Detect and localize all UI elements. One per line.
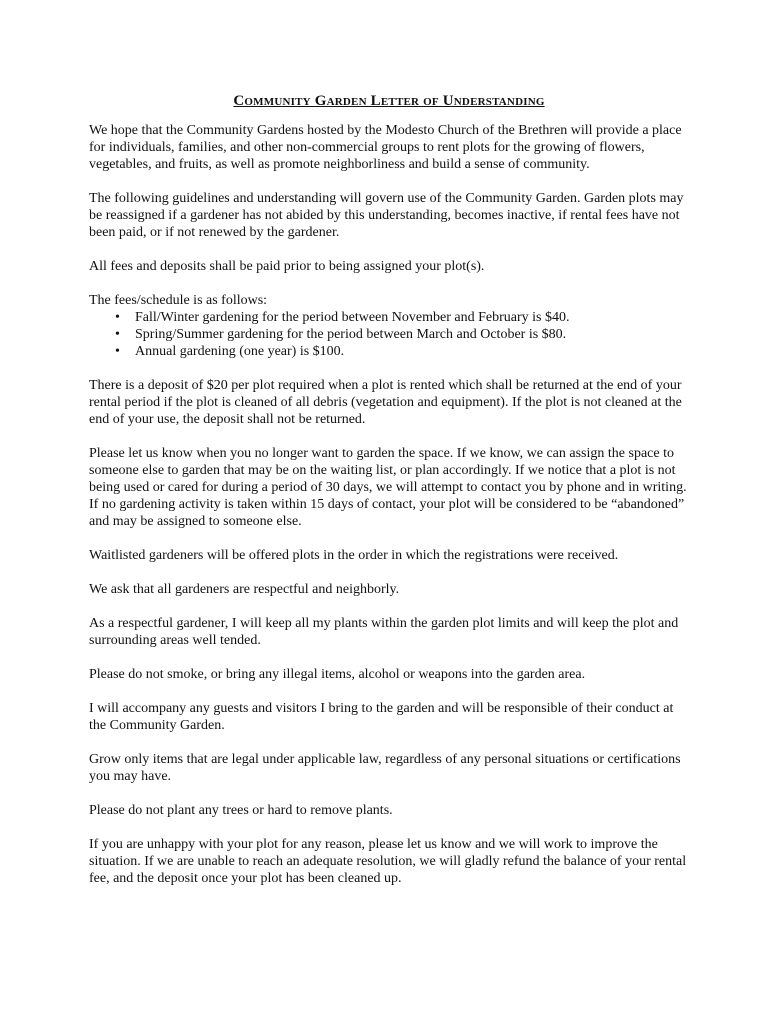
guests-paragraph: I will accompany any guests and visitors I bring to the garden and will be responsible of their conduct at the Community Garden. [89, 701, 674, 733]
fees-list [89, 309, 689, 360]
fee-item-fall-winter [115, 309, 689, 326]
no-trees-paragraph: Please do not plant any trees or hard to remove plants. [89, 803, 393, 818]
notify-paragraph: Please let us know when you no longer want to garden the space. If we know, we can assign the space to someone else to garden that may be on the waiting list, or plan accordingly. If we notice that a plot is not being used or cared for during a period of 30 days, we will attempt to contact you by phone and in writing. If no gardening activity is taken within 15 days of contact, your plot will be considered to be “abandoned” and may be assigned to someone else. [89, 446, 687, 529]
fee-item-spring-summer [115, 326, 689, 343]
waitlist-paragraph: Waitlisted gardeners will be offered plots in the order in which the registrations were received. [89, 548, 619, 563]
respect-paragraph: We ask that all gardeners are respectful and neighborly. [89, 582, 400, 597]
bullet-icon: • [115, 344, 120, 359]
refund-paragraph: If you are unhappy with your plot for any reason, please let us know and we will work to improve the situation. If we are unable to reach an adequate resolution, we will gladly refund the balance of your rental fee, and the deposit once your plot has been cleaned up. [89, 837, 687, 886]
deposit-paragraph: There is a deposit of $20 per plot required when a plot is rented which shall be returned at the end of your rental period if the plot is cleaned of all debris (vegetation and equipment). If the plot is not cleaned at the end of your use, the deposit shall not be returned. [89, 378, 682, 427]
guidelines-paragraph: The following guidelines and understanding will govern use of the Community Garden. Garden plots may be reassigned if a gardener has not abided by this understanding, becomes inactive, if rental fees have not been paid, or if not renewed by the gardener. [89, 191, 684, 240]
fees-intro-paragraph: The fees/schedule is as follows: [89, 293, 268, 308]
bullet-icon: • [115, 310, 120, 325]
fee-item-annual [115, 343, 689, 360]
bullet-icon: • [115, 327, 120, 342]
fees-prior-paragraph: All fees and deposits shall be paid prior to being assigned your plot(s). [89, 259, 485, 274]
no-smoking-paragraph: Please do not smoke, or bring any illegal items, alcohol or weapons into the garden area. [89, 667, 586, 682]
letter-page [89, 92, 689, 904]
legal-items-paragraph: Grow only items that are legal under applicable law, regardless of any personal situations or certifications you may have. [89, 752, 681, 784]
fee-item-text: Fall/Winter gardening for the period between November and February is $40. [135, 310, 570, 325]
fee-item-text: Annual gardening (one year) is $100. [135, 344, 345, 359]
plot-limits-paragraph: As a respectful gardener, I will keep all my plants within the garden plot limits and will keep the plot and surrounding areas well tended. [89, 616, 679, 648]
intro-paragraph: We hope that the Community Gardens hosted by the Modesto Church of the Brethren will provide a place for individuals, families, and other non-commercial groups to rent plots for the growing of flowers, vegetables, and fruits, as well as promote neighborliness and build a sense of community. [89, 123, 682, 172]
document-title: Community Garden Letter of Understanding [233, 93, 545, 109]
fee-item-text: Spring/Summer gardening for the period between March and October is $80. [135, 327, 567, 342]
